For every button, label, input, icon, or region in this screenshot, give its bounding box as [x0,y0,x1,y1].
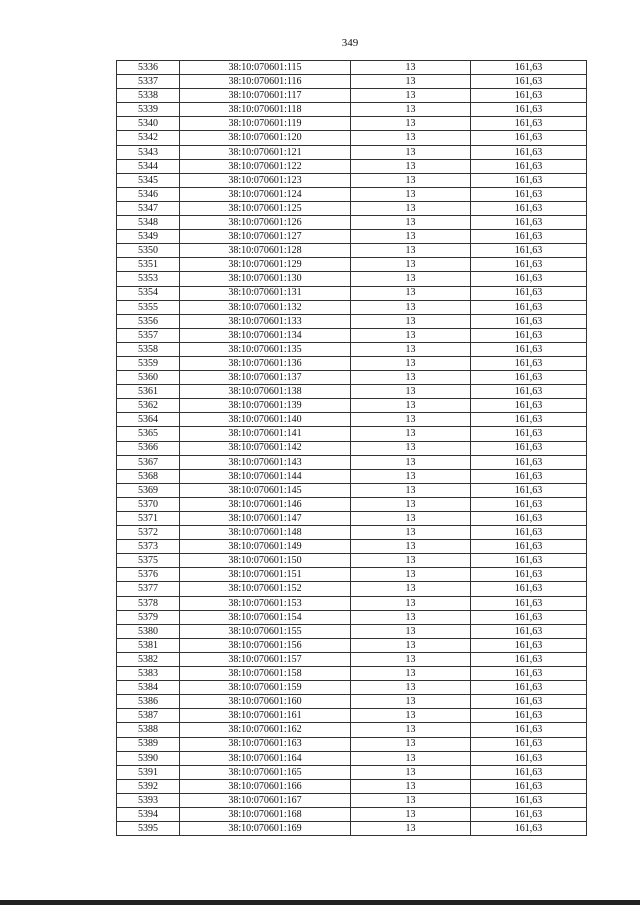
row-number-cell: 5371 [117,512,180,526]
row-number-cell: 5349 [117,230,180,244]
cadastral-number-cell: 38:10:070601:133 [180,314,351,328]
table-row [117,89,587,103]
cadastral-number-cell: 38:10:070601:167 [180,793,351,807]
table-row [117,103,587,117]
count-cell: 13 [351,497,471,511]
value-cell: 161,63 [471,681,587,695]
row-number-cell: 5378 [117,596,180,610]
value-cell: 161,63 [471,667,587,681]
table-row [117,272,587,286]
row-number-cell: 5375 [117,554,180,568]
cadastral-number-cell: 38:10:070601:117 [180,89,351,103]
row-number-cell: 5365 [117,427,180,441]
value-cell: 161,63 [471,483,587,497]
value-cell: 161,63 [471,765,587,779]
count-cell: 13 [351,512,471,526]
cadastral-number-cell: 38:10:070601:136 [180,356,351,370]
count-cell: 13 [351,356,471,370]
value-cell: 161,63 [471,596,587,610]
row-number-cell: 5388 [117,723,180,737]
row-number-cell: 5336 [117,61,180,75]
cadastral-number-cell: 38:10:070601:155 [180,624,351,638]
cadastral-number-cell: 38:10:070601:135 [180,342,351,356]
cadastral-number-cell: 38:10:070601:156 [180,638,351,652]
cadastral-number-cell: 38:10:070601:169 [180,822,351,836]
value-cell: 161,63 [471,582,587,596]
value-cell: 161,63 [471,201,587,215]
row-number-cell: 5390 [117,751,180,765]
count-cell: 13 [351,117,471,131]
table-row [117,681,587,695]
row-number-cell: 5379 [117,610,180,624]
row-number-cell: 5366 [117,441,180,455]
scan-edge-bar [0,900,640,905]
cadastral-number-cell: 38:10:070601:168 [180,807,351,821]
count-cell: 13 [351,427,471,441]
row-number-cell: 5347 [117,201,180,215]
table-row [117,230,587,244]
row-number-cell: 5389 [117,737,180,751]
cadastral-number-cell: 38:10:070601:150 [180,554,351,568]
row-number-cell: 5353 [117,272,180,286]
row-number-cell: 5337 [117,75,180,89]
value-cell: 161,63 [471,328,587,342]
value-cell: 161,63 [471,159,587,173]
cadastral-number-cell: 38:10:070601:121 [180,145,351,159]
cadastral-number-cell: 38:10:070601:154 [180,610,351,624]
cadastral-number-cell: 38:10:070601:128 [180,244,351,258]
row-number-cell: 5392 [117,779,180,793]
value-cell: 161,63 [471,286,587,300]
count-cell: 13 [351,342,471,356]
table-row [117,568,587,582]
count-cell: 13 [351,187,471,201]
value-cell: 161,63 [471,117,587,131]
row-number-cell: 5394 [117,807,180,821]
count-cell: 13 [351,455,471,469]
table-row [117,737,587,751]
row-number-cell: 5382 [117,652,180,666]
count-cell: 13 [351,286,471,300]
row-number-cell: 5360 [117,371,180,385]
count-cell: 13 [351,807,471,821]
value-cell: 161,63 [471,244,587,258]
table-row [117,356,587,370]
value-cell: 161,63 [471,624,587,638]
row-number-cell: 5367 [117,455,180,469]
table-row [117,244,587,258]
row-number-cell: 5339 [117,103,180,117]
cadastral-number-cell: 38:10:070601:160 [180,695,351,709]
value-cell: 161,63 [471,356,587,370]
table-row [117,497,587,511]
table-row [117,216,587,230]
count-cell: 13 [351,244,471,258]
cadastral-number-cell: 38:10:070601:138 [180,385,351,399]
count-cell: 13 [351,413,471,427]
cadastral-number-cell: 38:10:070601:140 [180,413,351,427]
cadastral-number-cell: 38:10:070601:152 [180,582,351,596]
count-cell: 13 [351,371,471,385]
row-number-cell: 5377 [117,582,180,596]
cadastral-number-cell: 38:10:070601:141 [180,427,351,441]
row-number-cell: 5342 [117,131,180,145]
count-cell: 13 [351,216,471,230]
count-cell: 13 [351,737,471,751]
value-cell: 161,63 [471,638,587,652]
value-cell: 161,63 [471,187,587,201]
table-row [117,385,587,399]
table-row [117,483,587,497]
cadastral-number-cell: 38:10:070601:164 [180,751,351,765]
count-cell: 13 [351,582,471,596]
count-cell: 13 [351,272,471,286]
row-number-cell: 5387 [117,709,180,723]
cadastral-number-cell: 38:10:070601:118 [180,103,351,117]
cadastral-number-cell: 38:10:070601:119 [180,117,351,131]
table-body [117,61,587,836]
value-cell: 161,63 [471,455,587,469]
row-number-cell: 5362 [117,399,180,413]
value-cell: 161,63 [471,793,587,807]
table-row [117,413,587,427]
cadastral-number-cell: 38:10:070601:149 [180,540,351,554]
cadastral-number-cell: 38:10:070601:143 [180,455,351,469]
table-row [117,328,587,342]
value-cell: 161,63 [471,526,587,540]
value-cell: 161,63 [471,230,587,244]
row-number-cell: 5386 [117,695,180,709]
cadastral-number-cell: 38:10:070601:163 [180,737,351,751]
cadastral-number-cell: 38:10:070601:116 [180,75,351,89]
table-row [117,709,587,723]
row-number-cell: 5361 [117,385,180,399]
cadastral-number-cell: 38:10:070601:129 [180,258,351,272]
count-cell: 13 [351,681,471,695]
row-number-cell: 5346 [117,187,180,201]
value-cell: 161,63 [471,385,587,399]
table-row [117,75,587,89]
table-row [117,695,587,709]
count-cell: 13 [351,652,471,666]
table-row [117,342,587,356]
cadastral-number-cell: 38:10:070601:139 [180,399,351,413]
table-row [117,765,587,779]
row-number-cell: 5351 [117,258,180,272]
cadastral-number-cell: 38:10:070601:124 [180,187,351,201]
row-number-cell: 5395 [117,822,180,836]
count-cell: 13 [351,695,471,709]
value-cell: 161,63 [471,399,587,413]
count-cell: 13 [351,822,471,836]
value-cell: 161,63 [471,103,587,117]
table-row [117,371,587,385]
value-cell: 161,63 [471,413,587,427]
cadastral-number-cell: 38:10:070601:153 [180,596,351,610]
row-number-cell: 5376 [117,568,180,582]
cadastral-number-cell: 38:10:070601:123 [180,173,351,187]
count-cell: 13 [351,610,471,624]
count-cell: 13 [351,779,471,793]
value-cell: 161,63 [471,216,587,230]
value-cell: 161,63 [471,497,587,511]
count-cell: 13 [351,638,471,652]
table-row [117,201,587,215]
table-row [117,427,587,441]
count-cell: 13 [351,526,471,540]
cadastral-number-cell: 38:10:070601:162 [180,723,351,737]
table-row [117,300,587,314]
cadastral-number-cell: 38:10:070601:147 [180,512,351,526]
value-cell: 161,63 [471,512,587,526]
row-number-cell: 5381 [117,638,180,652]
row-number-cell: 5350 [117,244,180,258]
row-number-cell: 5380 [117,624,180,638]
table-row [117,512,587,526]
cadastral-number-cell: 38:10:070601:157 [180,652,351,666]
table-row [117,822,587,836]
row-number-cell: 5373 [117,540,180,554]
value-cell: 161,63 [471,737,587,751]
table-row [117,455,587,469]
table-row [117,286,587,300]
row-number-cell: 5355 [117,300,180,314]
table-row [117,314,587,328]
cadastral-number-cell: 38:10:070601:146 [180,497,351,511]
count-cell: 13 [351,554,471,568]
count-cell: 13 [351,765,471,779]
count-cell: 13 [351,75,471,89]
cadastral-number-cell: 38:10:070601:130 [180,272,351,286]
table-row [117,117,587,131]
row-number-cell: 5356 [117,314,180,328]
table-row [117,779,587,793]
count-cell: 13 [351,230,471,244]
value-cell: 161,63 [471,723,587,737]
cadastral-number-cell: 38:10:070601:127 [180,230,351,244]
table-row [117,624,587,638]
row-number-cell: 5393 [117,793,180,807]
cadastral-number-cell: 38:10:070601:165 [180,765,351,779]
page-number: 349 [341,37,359,49]
count-cell: 13 [351,483,471,497]
row-number-cell: 5357 [117,328,180,342]
table-row [117,667,587,681]
cadastral-number-cell: 38:10:070601:145 [180,483,351,497]
cadastral-number-cell: 38:10:070601:132 [180,300,351,314]
value-cell: 161,63 [471,822,587,836]
count-cell: 13 [351,173,471,187]
value-cell: 161,63 [471,300,587,314]
cadastral-number-cell: 38:10:070601:122 [180,159,351,173]
table-row [117,526,587,540]
count-cell: 13 [351,667,471,681]
count-cell: 13 [351,300,471,314]
value-cell: 161,63 [471,469,587,483]
value-cell: 161,63 [471,145,587,159]
count-cell: 13 [351,624,471,638]
cadastral-number-cell: 38:10:070601:120 [180,131,351,145]
value-cell: 161,63 [471,342,587,356]
count-cell: 13 [351,61,471,75]
row-number-cell: 5383 [117,667,180,681]
table-row [117,582,587,596]
row-number-cell: 5369 [117,483,180,497]
row-number-cell: 5343 [117,145,180,159]
count-cell: 13 [351,131,471,145]
table-row [117,131,587,145]
value-cell: 161,63 [471,751,587,765]
table-row [117,638,587,652]
count-cell: 13 [351,793,471,807]
value-cell: 161,63 [471,610,587,624]
value-cell: 161,63 [471,89,587,103]
row-number-cell: 5364 [117,413,180,427]
count-cell: 13 [351,145,471,159]
value-cell: 161,63 [471,75,587,89]
table-row [117,596,587,610]
table-row [117,187,587,201]
count-cell: 13 [351,201,471,215]
cadastral-number-cell: 38:10:070601:161 [180,709,351,723]
value-cell: 161,63 [471,779,587,793]
row-number-cell: 5372 [117,526,180,540]
count-cell: 13 [351,751,471,765]
table-row [117,258,587,272]
value-cell: 161,63 [471,441,587,455]
row-number-cell: 5391 [117,765,180,779]
row-number-cell: 5384 [117,681,180,695]
table-row [117,61,587,75]
table-row [117,469,587,483]
table-row [117,159,587,173]
count-cell: 13 [351,89,471,103]
value-cell: 161,63 [471,652,587,666]
value-cell: 161,63 [471,272,587,286]
table-row [117,652,587,666]
value-cell: 161,63 [471,807,587,821]
value-cell: 161,63 [471,695,587,709]
table-row [117,610,587,624]
table-row [117,540,587,554]
value-cell: 161,63 [471,554,587,568]
row-number-cell: 5348 [117,216,180,230]
count-cell: 13 [351,159,471,173]
table-row [117,751,587,765]
row-number-cell: 5338 [117,89,180,103]
row-number-cell: 5345 [117,173,180,187]
value-cell: 161,63 [471,427,587,441]
count-cell: 13 [351,328,471,342]
count-cell: 13 [351,441,471,455]
table-row [117,441,587,455]
row-number-cell: 5358 [117,342,180,356]
value-cell: 161,63 [471,314,587,328]
cadastral-number-cell: 38:10:070601:144 [180,469,351,483]
cadastral-number-cell: 38:10:070601:131 [180,286,351,300]
count-cell: 13 [351,709,471,723]
count-cell: 13 [351,314,471,328]
count-cell: 13 [351,399,471,413]
value-cell: 161,63 [471,173,587,187]
count-cell: 13 [351,596,471,610]
value-cell: 161,63 [471,131,587,145]
cadastral-number-cell: 38:10:070601:125 [180,201,351,215]
table-row [117,807,587,821]
data-table [116,60,587,836]
cadastral-number-cell: 38:10:070601:142 [180,441,351,455]
value-cell: 161,63 [471,258,587,272]
row-number-cell: 5344 [117,159,180,173]
table-row [117,173,587,187]
cadastral-number-cell: 38:10:070601:158 [180,667,351,681]
cadastral-number-cell: 38:10:070601:148 [180,526,351,540]
count-cell: 13 [351,540,471,554]
row-number-cell: 5359 [117,356,180,370]
cadastral-number-cell: 38:10:070601:115 [180,61,351,75]
cadastral-number-cell: 38:10:070601:159 [180,681,351,695]
cadastral-number-cell: 38:10:070601:137 [180,371,351,385]
cadastral-number-cell: 38:10:070601:134 [180,328,351,342]
row-number-cell: 5354 [117,286,180,300]
cadastral-number-cell: 38:10:070601:126 [180,216,351,230]
table-row [117,723,587,737]
count-cell: 13 [351,103,471,117]
count-cell: 13 [351,723,471,737]
value-cell: 161,63 [471,61,587,75]
count-cell: 13 [351,385,471,399]
table-row [117,399,587,413]
count-cell: 13 [351,469,471,483]
value-cell: 161,63 [471,371,587,385]
value-cell: 161,63 [471,540,587,554]
table-row [117,145,587,159]
value-cell: 161,63 [471,709,587,723]
row-number-cell: 5340 [117,117,180,131]
cadastral-number-cell: 38:10:070601:166 [180,779,351,793]
value-cell: 161,63 [471,568,587,582]
count-cell: 13 [351,258,471,272]
count-cell: 13 [351,568,471,582]
table-row [117,554,587,568]
row-number-cell: 5368 [117,469,180,483]
cadastral-number-cell: 38:10:070601:151 [180,568,351,582]
row-number-cell: 5370 [117,497,180,511]
table-row [117,793,587,807]
